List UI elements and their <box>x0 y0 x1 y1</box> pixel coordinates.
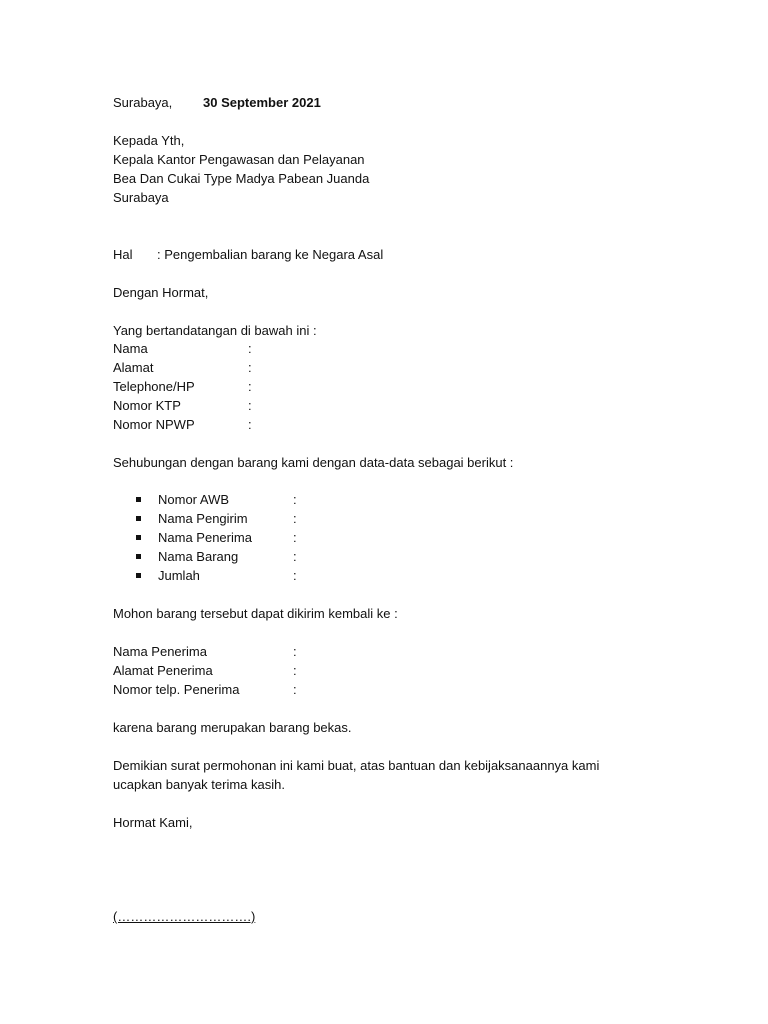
field-colon: : <box>293 682 297 697</box>
goods-item-label: Nomor AWB <box>158 492 230 507</box>
field-colon: : <box>248 417 252 432</box>
goods-list-item <box>0 566 768 585</box>
letter-city: Surabaya, <box>113 95 173 110</box>
field-label: Nomor KTP <box>113 398 181 413</box>
field-colon: : <box>248 341 252 356</box>
goods-item-label: Nama Pengirim <box>158 511 248 526</box>
goods-item-colon: : <box>293 530 297 545</box>
undersigned-field <box>0 358 768 377</box>
field-colon: : <box>293 663 297 678</box>
field-label: Nama <box>113 341 148 356</box>
goods-item-label: Jumlah <box>158 568 200 583</box>
field-colon: : <box>248 360 252 375</box>
recipient-line-1: Kepada Yth, <box>113 133 185 148</box>
bullet-icon <box>136 535 141 540</box>
field-label: Nomor NPWP <box>113 417 195 432</box>
undersigned-field <box>0 415 768 434</box>
signoff: Hormat Kami, <box>113 815 193 830</box>
goods-intro: Sehubungan dengan barang kami dengan data-data sebagai berikut : <box>113 455 514 470</box>
subject-text: : Pengembalian barang ke Negara Asal <box>157 247 384 262</box>
undersigned-field <box>0 339 768 358</box>
goods-item-colon: : <box>293 568 297 583</box>
goods-item-colon: : <box>293 511 297 526</box>
goods-item-colon: : <box>293 549 297 564</box>
goods-item-colon: : <box>293 492 297 507</box>
subject-label: Hal <box>113 247 133 262</box>
goods-list-item <box>0 490 768 509</box>
goods-list-item <box>0 509 768 528</box>
field-label: Telephone/HP <box>113 379 195 394</box>
field-label: Alamat <box>113 360 154 375</box>
return-intro: Mohon barang tersebut dapat dikirim kembali ke : <box>113 606 398 621</box>
letter-date: 30 September 2021 <box>203 95 321 110</box>
undersigned-field <box>0 396 768 415</box>
bullet-icon <box>136 554 141 559</box>
undersigned-intro: Yang bertandatangan di bawah ini : <box>113 323 317 338</box>
recipient-line-2: Kepala Kantor Pengawasan dan Pelayanan <box>113 152 365 167</box>
recipient-line-4: Surabaya <box>113 190 169 205</box>
field-label: Nomor telp. Penerima <box>113 682 240 697</box>
field-colon: : <box>293 644 297 659</box>
reason-text: karena barang merupakan barang bekas. <box>113 720 352 735</box>
recipient-line-3: Bea Dan Cukai Type Madya Pabean Juanda <box>113 171 370 186</box>
field-colon: : <box>248 398 252 413</box>
undersigned-field <box>0 377 768 396</box>
greeting: Dengan Hormat, <box>113 285 209 300</box>
closing-line-2: ucapkan banyak terima kasih. <box>113 777 285 792</box>
goods-item-label: Nama Barang <box>158 549 239 564</box>
return-field <box>0 642 768 661</box>
goods-item-label: Nama Penerima <box>158 530 252 545</box>
bullet-icon <box>136 573 141 578</box>
closing-line-1: Demikian surat permohonan ini kami buat, atas bantuan dan kebijaksanaannya kami <box>113 758 600 773</box>
return-field <box>0 661 768 680</box>
field-label: Nama Penerima <box>113 644 207 659</box>
return-field <box>0 680 768 699</box>
goods-list-item <box>0 547 768 566</box>
field-colon: : <box>248 379 252 394</box>
bullet-icon <box>136 497 141 502</box>
signature-placeholder: (………………………….) <box>113 909 256 924</box>
bullet-icon <box>136 516 141 521</box>
goods-list-item <box>0 528 768 547</box>
field-label: Alamat Penerima <box>113 663 213 678</box>
